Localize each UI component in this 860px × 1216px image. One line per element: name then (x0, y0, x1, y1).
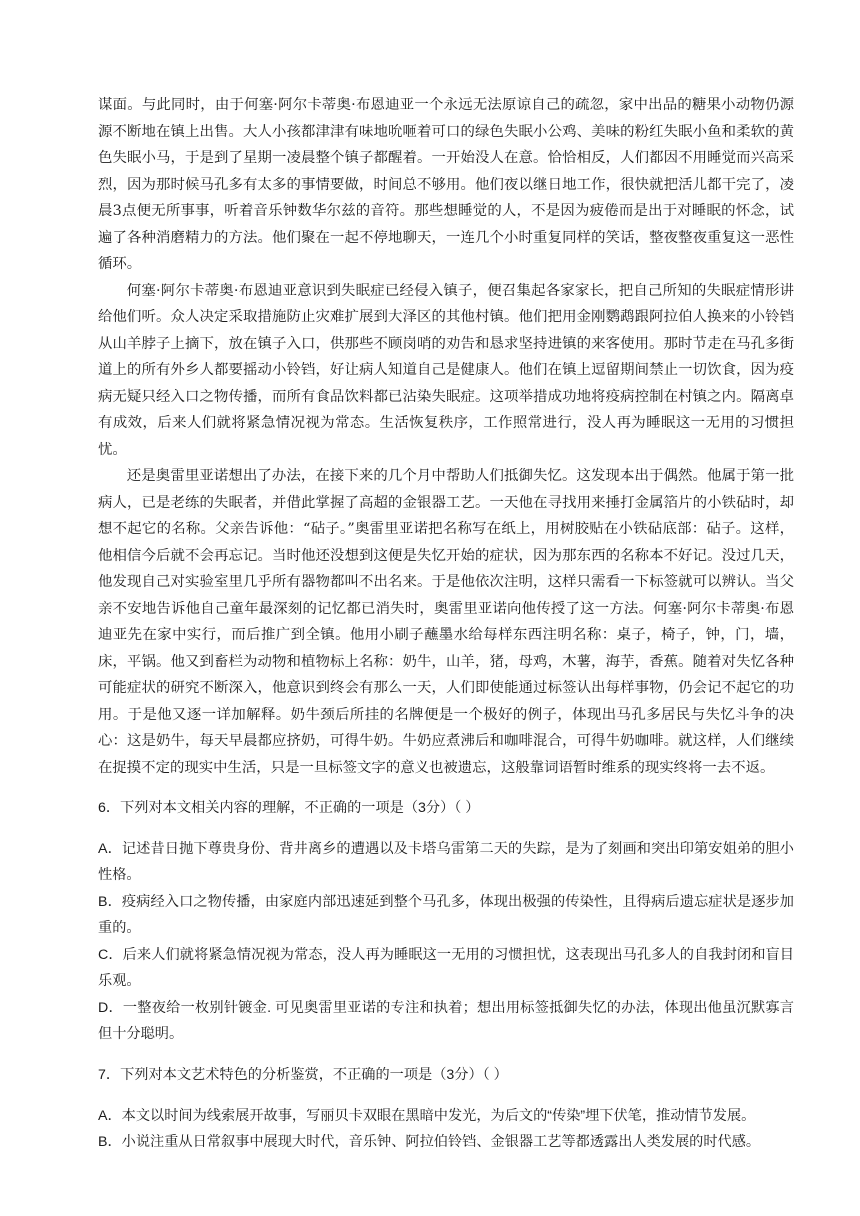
passage-paragraph-2: 何塞·阿尔卡蒂奥·布恩迪亚意识到失眠症已经侵入镇子，便召集起各家家长，把自己所知的失眠症情形讲给他们听。众人决定采取措施防止灾难扩展到大泽区的其他村镇。他们把用金刚鹦鹉跟阿拉伯人换来的小铃铛从山羊脖子上摘下，放在镇子入口，供那些不顾岗哨的劝告和恳求坚持进镇的来客使用。那时节走在马孔多街道上的所有外乡人都要摇动小铃铛，好让病人知道自己是健康人。他们在镇上逗留期间禁止一切饮食，因为疫病无疑只经入口之物传播，而所有食品饮料都已沾染失眠症。这项举措成功地将疫病控制在村镇之内。隔离卓有成效，后来人们就将紧急情况视为常态。生活恢复秩序，工作照常进行，没人再为睡眠这一无用的习惯担忧。 (98, 282, 794, 458)
question-7-stem: 7．下列对本文艺术特色的分析鉴赏，不正确的一项是（3分）（ ） (98, 1067, 508, 1084)
question-6-option-d: D．一整夜给一枚别针镀金. 可见奥雷里亚诺的专注和执着；想出用标签抵御失忆的办法，体现出他虽沉默寡言但十分聪明。 (98, 999, 794, 1043)
question-6-stem: 6．下列对本文相关内容的理解，不正确的一项是（3分）（ ） (98, 800, 480, 817)
question-6 (98, 795, 794, 1048)
passage-paragraph-3: 还是奥雷里亚诺想出了办法，在接下来的几个月中帮助人们抵御失忆。这发现本出于偶然。他属于第一批病人，已是老练的失眠者，并借此掌握了高超的金银器工艺。一天他在寻找用来捶打金属箔片的小铁砧时，却想不起它的名称。父亲告诉他：“砧子。”奥雷里亚诺把名称写在纸上，用树胶贴在小铁砧底部：砧子。这样，他相信今后就不会再忘记。当时他还没想到这便是失忆开始的症状，因为那东西的名称本不好记。没过几天，他发现自己对实验室里几乎所有器物都叫不出名来。于是他依次注明，这样只需看一下标签就可以辨认。当父亲不安地告诉他自己童年最深刻的记忆都已消失时，奥雷里亚诺向他传授了这一方法。何塞·阿尔卡蒂奥·布恩迪亚先在家中实行，而后推广到全镇。他用小刷子蘸墨水给每样东西注明名称：桌子，椅子，钟，门，墙，床，平锅。他又到畜栏为动物和植物标上名称：奶牛，山羊，猪，母鸡，木薯，海芋，香蕉。随着对失忆各种可能症状的研究不断深入，他意识到终会有那么一天，人们即使能通过标签认出每样事物，仍会记不起它的功用。于是他又逐一详加解释。奶牛颈后所挂的名牌便是一个极好的例子，体现出马孔多居民与失忆斗争的决心：这是奶牛，每天早晨都应挤奶，可得牛奶。牛奶应煮沸后和咖啡混合，可得牛奶咖啡。就这样，人们继续在捉摸不定的现实中生活，只是一旦标签文字的意义也被遗忘，这般靠词语暂时维系的现实终将一去不返。 (98, 468, 794, 776)
question-6-option-c: C．后来人们就将紧急情况视为常态，没人再为睡眠这一无用的习惯担忧，这表现出马孔多人的自我封闭和盲目乐观。 (98, 946, 794, 990)
question-7-option-b: B．小说注重从日常叙事中展现大时代，音乐钟、阿拉伯铃铛、金银器工艺等都透露出人类发展的时代感。 (98, 1134, 761, 1151)
question-6-option-a: A．记述昔日抛下尊贵身份、背井离乡的遭遇以及卡塔乌雷第二天的失踪，是为了刻画和突出印第安姐弟的胆小性格。 (98, 840, 794, 884)
passage-paragraph-1: 谋面。与此同时，由于何塞·阿尔卡蒂奥·布恩迪亚一个永远无法原谅自己的疏忽，家中出品的糖果小动物仍源源不断地在镇上出售。大人小孩都津津有味地吮咂着可口的绿色失眠小公鸡、美味的粉红失眠小鱼和柔软的黄色失眠小马，于是到了星期一凌晨整个镇子都醒着。一开始没人在意。恰恰相反，人们都因不用睡觉而兴高采烈，因为那时候马孔多有太多的事情要做，时间总不够用。他们夜以继日地工作，很快就把活儿都干完了，凌晨3点便无所事事，听着音乐钟数华尔兹的音符。那些想睡觉的人，不是因为疲倦而是出于对睡眠的怀念，试遍了各种消磨精力的方法。他们聚在一起不停地聊天，一连几个小时重复同样的笑话，整夜整夜重复这一恶性循环。 (98, 97, 794, 272)
question-7-option-a: A．本文以时间为线索展开故事，写丽贝卡双眼在黑暗中发光，为后文的“传染”埋下伏笔，推动情节发展。 (98, 1107, 756, 1124)
question-6-option-b: B．疫病经入口之物传播，由家庭内部迅速延到整个马孔多，体现出极强的传染性，且得病后遗忘症状是逐步加重的。 (98, 893, 794, 937)
question-7 (98, 1062, 794, 1156)
